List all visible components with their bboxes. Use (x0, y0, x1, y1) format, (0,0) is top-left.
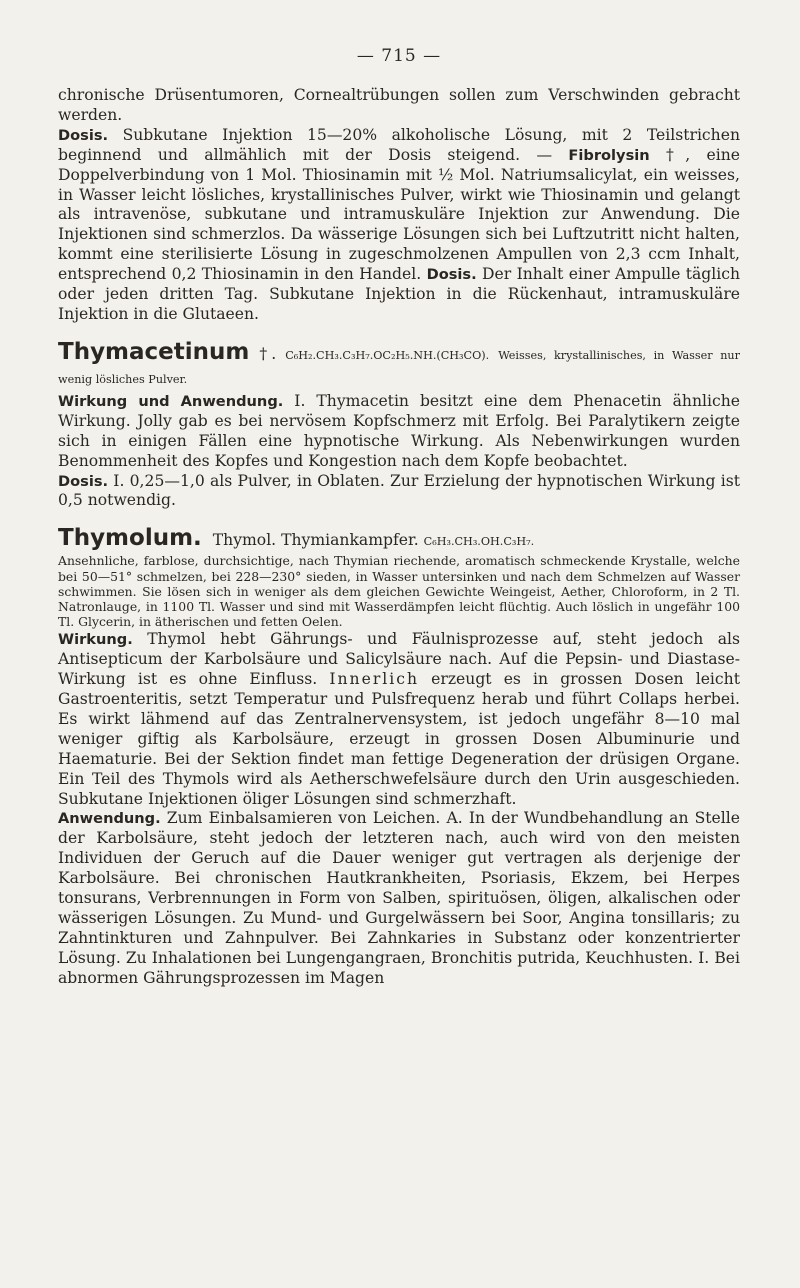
thymacetinum-formula: C₆H₂.CH₃.C₃H₇.OC₂H₅.NH.(CH₃CO). (285, 348, 490, 362)
thymolum-anwendung-label: Anwendung. (58, 810, 161, 828)
thymolum-wirkung-text-2: erzeugt es in grossen Dosen leicht Gastroenteritis, setzt Temperatur und Pulsfrequenz herab und führt Collaps herbei. Es wirkt lähmend auf das Zentralnervensystem, ist jedoch ungefähr 8—10 mal weniger giftig als Karbolsäure, erzeugt in grossen Dosen Albuminurie und Haematurie. Bei der Sektion findet man fettige Degeneration der drüsigen Organe. Ein Teil des Thymols wird als Aetherschwefelsäure durch den Urin ausgeschieden. Subkutane Injektionen öliger Lösungen sind schmerzhaft. (58, 670, 740, 808)
dosis-text: Subkutane Injektion 15—20% alkoholische Lösung, mit 2 Teilstrichen beginnend und allmählich mit der Dosis steigend. — (58, 125, 740, 164)
dosis-paragraph (58, 126, 740, 325)
thymolum-formula: C₆H₃.CH₃.OH.C₃H₇. (423, 535, 535, 549)
thymolum-anwendung (58, 809, 740, 988)
thymacetinum-dosis-label: Dosis. (58, 472, 109, 490)
thymolum-anwendung-text: Zum Einbalsamieren von Leichen. A. In der Wundbehandlung an Stelle der Karbolsäure, steht jedoch der letzteren nach, auch wird von den meisten Individuen der Geruch auf die Dauer weniger gut vertragen als derjenige der Karbolsäure. Bei chronischen Hautkrankheiten, Psoriasis, Ekzem, bei Herpes tonsurans, Verbrennungen in Form von Salben, spirituösen, öligen, alkalischen oder wässerigen Lösungen. Zu Mund- und Gurgelwässern bei Soor, Angina tonsillaris; zu Zahntinkturen und Zahnpulver. Bei Zahnkaries in Substanz oder konzentrierter Lösung. Zu Inhalationen bei Lungengangraen, Bronchitis putrida, Keuchhusten. I. Bei abnormen Gährungsprozessen im Magen (58, 809, 740, 987)
thymacetinum-dosis-text: I. 0,25—1,0 als Pulver, in Oblaten. Zur Erzielung der hypnotischen Wirkung ist 0,5 notwendig. (58, 471, 740, 510)
thymolum-wirkung-emphasis: Innerlich (329, 670, 420, 689)
thymolum-heading (58, 527, 740, 553)
thymacetinum-dosis (58, 472, 740, 512)
thymolum-title: Thymolum. (58, 525, 202, 552)
thymacetinum-wirkung-label: Wirkung und Anwendung. (58, 392, 284, 410)
thymolum-synonyms: Thymol. Thymiankampfer. (212, 531, 419, 550)
fibrolysin-dosis-text: Der Inhalt einer Ampulle täglich oder jeden dritten Tag. Subkutane Injektion in die Rückenhaut, intramuskuläre Injektion in die Glutaeen. (58, 265, 740, 323)
intro-paragraph (58, 86, 740, 126)
thymolum-wirkung-text-1: Thymol hebt Gährungs- und Fäulnisprozesse auf, steht jedoch als Antisepticum der Karbolsäure und Salicylsäure nach. Auf die Pepsin- und Diastase-Wirkung ist es ohne Einfluss. (58, 630, 740, 689)
intro-text: chronische Drüsentumoren, Cornealtrübungen sollen zum Verschwinden gebracht werden. (58, 86, 740, 124)
thymacetinum-wirkung (58, 392, 740, 472)
thymolum-wirkung-label: Wirkung. (58, 631, 133, 649)
thymacetinum-entry (58, 338, 740, 511)
fibrolysin-text: †, eine Doppelverbindung von 1 Mol. Thiosinamin mit ½ Mol. Natriumsalicylat, ein weisses, in Wasser leicht lösliches, krystallinisches Pulver, wirkt wie Thiosinamin und gelangt als intravenöse, subkutane und intramuskuläre Injektion zur Anwendung. Die Injektionen sind schmerzlos. Da wässerige Lösungen sich bei Luftzutritt nicht halten, kommt eine sterilisierte Lösung in zugeschmolzenen Ampullen von 2,3 ccm Inhalt, entsprechend 0,2 Thiosinamin in den Handel. (58, 145, 740, 284)
thymacetinum-wirkung-text: I. Thymacetin besitzt eine dem Phenacetin ähnliche Wirkung. Jolly gab es bei nervösem Kopfschmerz mit Erfolg. Bei Paralytikern zeigte sich in einigen Fällen eine hypnotische Wirkung. Als Nebenwirkungen wurden Benommenheit des Kopfes und Kongestion nach dem Kopfe beobachtet. (58, 391, 740, 470)
thymacetinum-description: Weisses, krystallinisches, in Wasser nur wenig lösliches Pulver. (58, 348, 740, 386)
thymacetinum-heading (58, 338, 740, 391)
page-number: — 715 — (356, 46, 442, 66)
thymolum-entry (58, 527, 740, 988)
thymolum-description: Ansehnliche, farblose, durchsichtige, nach Thymian riechende, aromatisch schmeckende Krystalle, welche bei 50—51° schmelzen, bei 228—230° sieden, in Wasser untersinken und nach dem Schmelzen auf Wasser schwimmen. Sie lösen sich in weniger als dem gleichen Gewichte Weingeist, Aether, Chloroform, in 2 Tl. Natronlauge, in 1100 Tl. Wasser und sind mit Wasserdämpfen leicht flüchtig. Auch löslich in ungefähr 100 Tl. Glycerin, in ätherischen und fetten Oelen. (58, 553, 740, 630)
thymacetinum-title: Thymacetinum (58, 338, 250, 365)
fibrolysin-name: Fibrolysin (568, 146, 650, 164)
thymolum-wirkung (58, 630, 740, 809)
dosis-label: Dosis. (58, 126, 109, 144)
thymacetinum-dagger: †. (255, 344, 277, 363)
fibrolysin-dosis-label: Dosis. (426, 266, 477, 284)
